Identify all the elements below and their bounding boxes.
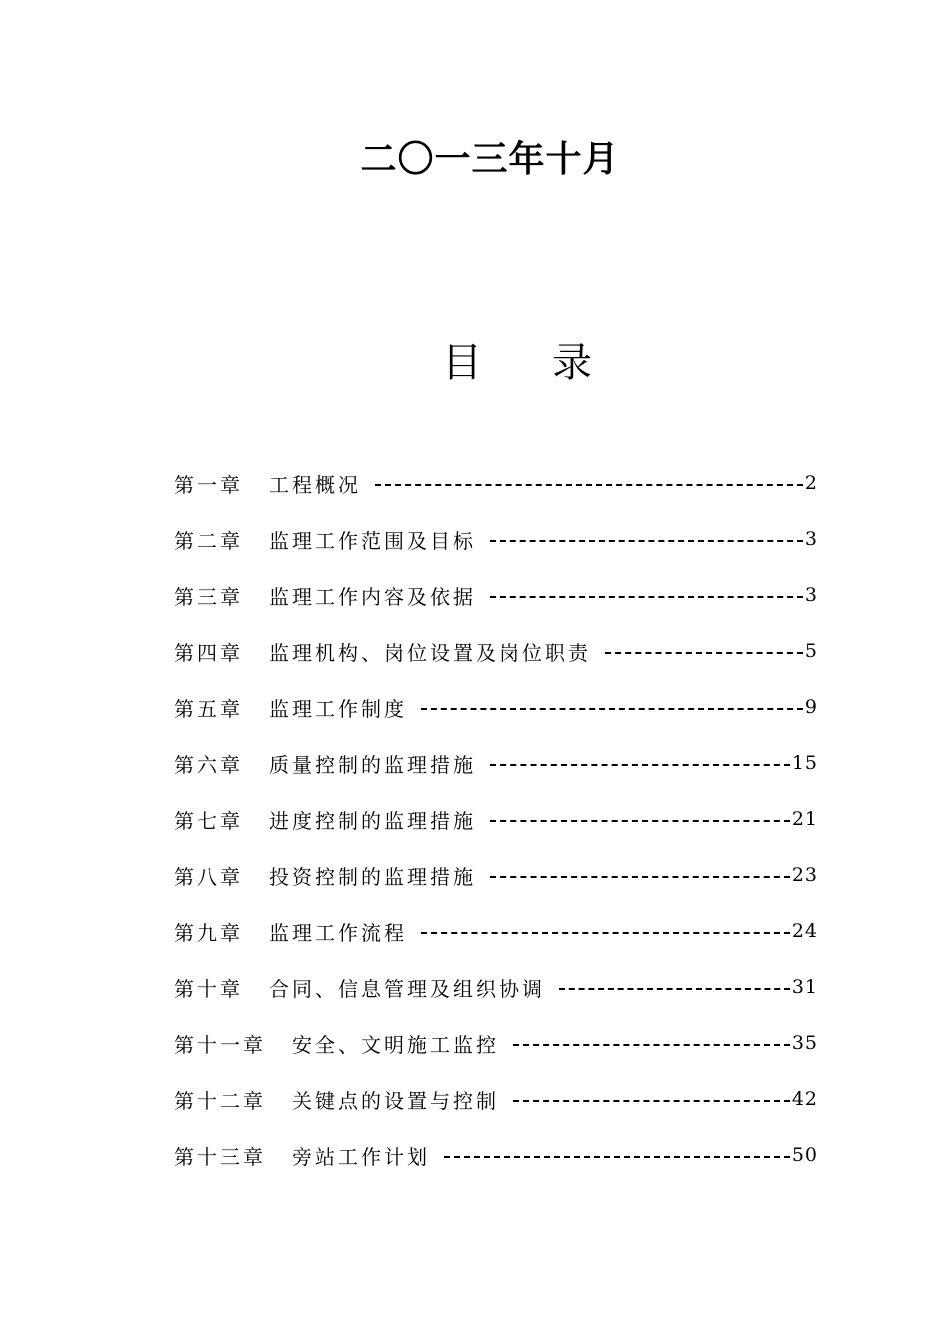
toc-leader: [513, 1044, 790, 1046]
toc-chapter: 第八章: [174, 864, 243, 889]
toc-leader: [490, 540, 803, 542]
toc-entry-9[interactable]: [174, 903, 818, 959]
toc-chapter: 第五章: [174, 696, 243, 721]
toc-page-number: 50: [791, 1144, 818, 1166]
document-date: 二〇一三年十月: [360, 139, 620, 180]
toc-list: [174, 455, 818, 1183]
toc-page-number: 3: [804, 528, 818, 550]
toc-chapter: 第三章: [174, 584, 243, 609]
toc-page-number: 35: [791, 1032, 818, 1054]
toc-title: 监理工作流程: [269, 920, 407, 945]
toc-entry-11[interactable]: [174, 1015, 818, 1071]
toc-entry-1[interactable]: [174, 455, 818, 511]
toc-chapter: 第二章: [174, 528, 243, 553]
toc-title: 旁站工作计划: [292, 1144, 430, 1169]
toc-chapter: 第七章: [174, 808, 243, 833]
toc-heading-char-1: 目: [442, 340, 482, 386]
toc-title: 安全、文明施工监控: [292, 1032, 499, 1057]
toc-entry-10[interactable]: [174, 959, 818, 1015]
toc-title: 监理工作范围及目标: [269, 528, 476, 553]
toc-title: 监理机构、岗位设置及岗位职责: [269, 640, 591, 665]
toc-page-number: 21: [791, 808, 818, 830]
toc-page-number: 23: [791, 864, 818, 886]
toc-leader: [444, 1156, 790, 1158]
toc-chapter: 第十章: [174, 976, 243, 1001]
toc-leader: [490, 596, 803, 598]
toc-chapter: 第一章: [174, 472, 243, 497]
toc-title: 进度控制的监理措施: [269, 808, 476, 833]
toc-leader: [605, 652, 803, 654]
toc-chapter: 第十一章: [174, 1032, 266, 1057]
toc-title: 关键点的设置与控制: [292, 1088, 499, 1113]
toc-leader: [490, 820, 790, 822]
toc-title: 质量控制的监理措施: [269, 752, 476, 777]
toc-page-number: 9: [804, 696, 818, 718]
toc-page-number: 2: [804, 472, 818, 494]
toc-entry-8[interactable]: [174, 847, 818, 903]
toc-entry-5[interactable]: [174, 679, 818, 735]
toc-entry-6[interactable]: [174, 735, 818, 791]
toc-title: 监理工作内容及依据: [269, 584, 476, 609]
toc-entry-2[interactable]: [174, 511, 818, 567]
toc-chapter: 第六章: [174, 752, 243, 777]
toc-heading: [0, 338, 950, 388]
toc-title: 监理工作制度: [269, 696, 407, 721]
toc-leader: [421, 708, 803, 710]
toc-page-number: 15: [791, 752, 818, 774]
toc-entry-7[interactable]: [174, 791, 818, 847]
toc-entry-4[interactable]: [174, 623, 818, 679]
toc-entry-13[interactable]: [174, 1127, 818, 1183]
toc-page-number: 31: [791, 976, 818, 998]
toc-leader: [490, 764, 790, 766]
toc-heading-char-2: 录: [552, 340, 592, 386]
toc-chapter: 第九章: [174, 920, 243, 945]
toc-entry-12[interactable]: [174, 1071, 818, 1127]
toc-chapter: 第十三章: [174, 1144, 266, 1169]
toc-leader: [375, 484, 803, 486]
toc-page-number: 42: [791, 1088, 818, 1110]
toc-title: 投资控制的监理措施: [269, 864, 476, 889]
toc-page-number: 24: [791, 920, 818, 942]
toc-title: 合同、信息管理及组织协调: [269, 976, 545, 1001]
toc-title: 工程概况: [269, 472, 361, 497]
toc-page-number: 5: [804, 640, 818, 662]
toc-page-number: 3: [804, 584, 818, 606]
toc-leader: [490, 876, 790, 878]
toc-leader: [559, 988, 790, 990]
toc-leader: [421, 932, 790, 934]
toc-chapter: 第四章: [174, 640, 243, 665]
toc-entry-3[interactable]: [174, 567, 818, 623]
toc-leader: [513, 1100, 790, 1102]
toc-chapter: 第十二章: [174, 1088, 266, 1113]
